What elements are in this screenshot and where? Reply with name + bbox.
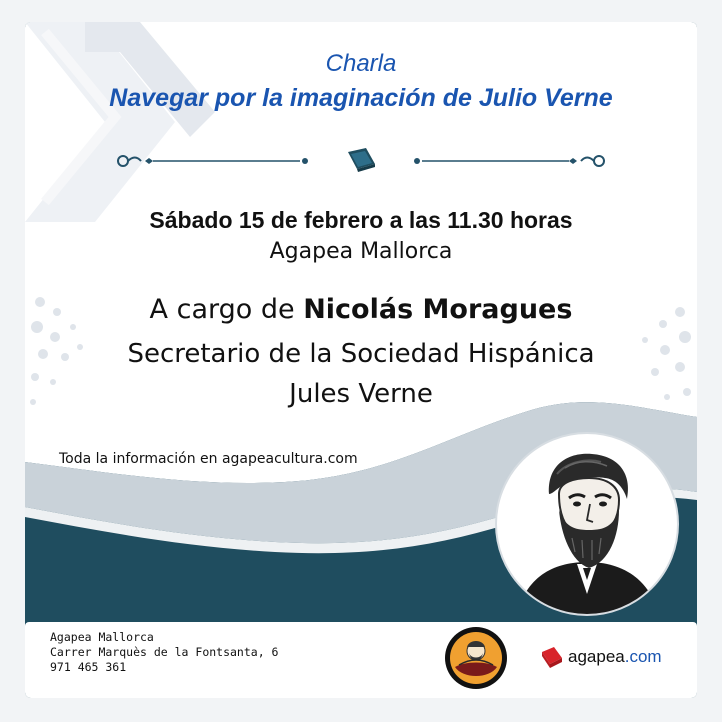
author-portrait xyxy=(495,432,679,616)
logo-name: agapea xyxy=(568,647,625,666)
speaker-role-line1: Secretario de la Sociedad Hispánica xyxy=(127,339,595,369)
event-venue: Agapea Mallorca xyxy=(269,239,453,264)
sociedad-hispanica-jules-verne-seal-icon xyxy=(443,625,509,691)
event-date: Sábado 15 de febrero a las 11.30 horas xyxy=(149,207,573,233)
agapea-logo xyxy=(539,644,662,670)
event-title: Navegar por la imaginación de Julio Verne xyxy=(109,84,613,112)
store-address xyxy=(50,630,278,675)
ornamental-divider xyxy=(115,142,607,180)
event-speaker xyxy=(25,294,697,325)
event-subtitle: Charla xyxy=(325,50,397,77)
poster-card xyxy=(25,22,697,698)
address-street: Carrer Marquès de la Fontsanta, 6 xyxy=(50,645,279,659)
info-text: Toda la información en agapeacultura.com xyxy=(59,451,358,467)
logo-domain: .com xyxy=(624,647,662,666)
portrait-illustration xyxy=(497,434,677,614)
agapea-logo-text xyxy=(568,647,662,667)
agapea-book-icon xyxy=(539,644,565,670)
address-phone: 971 465 361 xyxy=(50,660,127,674)
address-store-name: Agapea Mallorca xyxy=(50,630,154,644)
speaker-role-line2: Jules Verne xyxy=(289,379,433,409)
speaker-name: Nicolás Moragues xyxy=(303,294,573,325)
speaker-prefix: A cargo de xyxy=(149,294,304,325)
footer-bar xyxy=(25,622,697,698)
book-icon xyxy=(348,148,375,172)
